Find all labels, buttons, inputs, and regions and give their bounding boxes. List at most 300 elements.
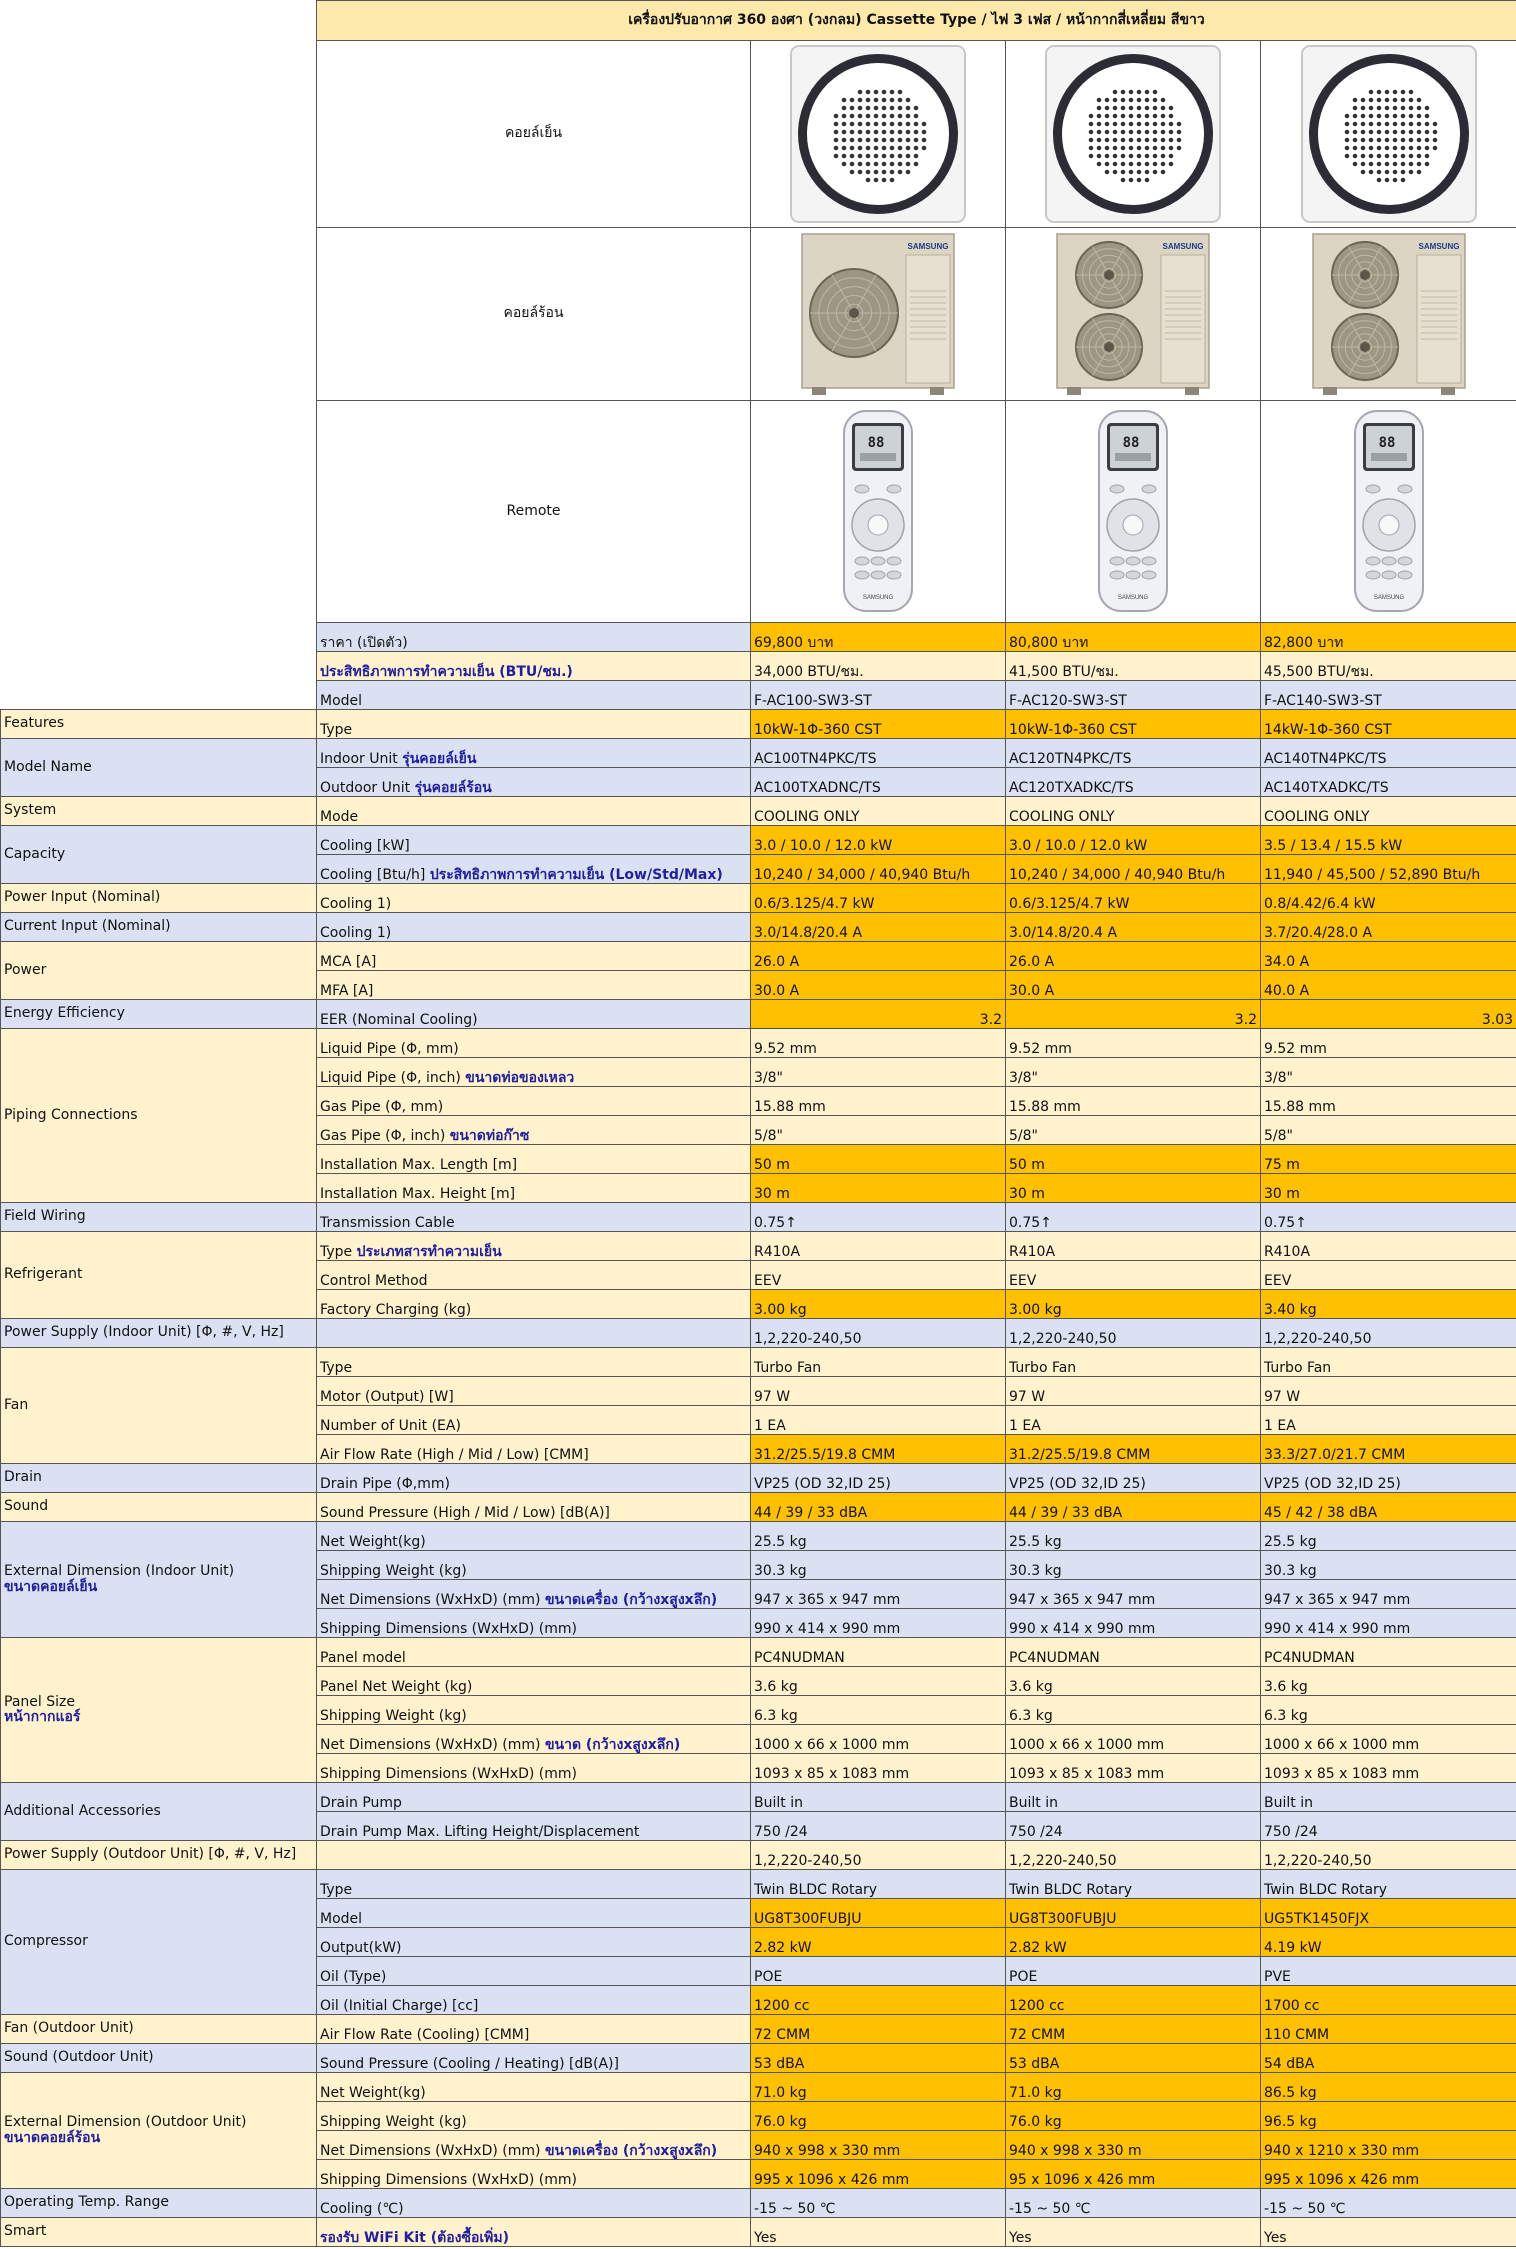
spec-value: COOLING ONLY [1261, 797, 1516, 826]
spec-category-label: Power Supply (Indoor Unit) [Φ, #, V, Hz] [4, 1324, 284, 1341]
spec-value: AC120TN4PKC/TS [1006, 739, 1261, 768]
spec-value: 1,2,220-240,50 [751, 1319, 1006, 1348]
spec-row [1, 826, 1516, 855]
spec-value: 3/8" [751, 1058, 1006, 1087]
remote-control-icon [836, 409, 920, 615]
spec-value: F-AC120-SW3-ST [1006, 681, 1261, 710]
spec-value: 30 m [1261, 1174, 1516, 1203]
spec-category [1, 1348, 317, 1464]
spec-value: 3.2 [751, 1000, 1006, 1029]
spec-label [317, 1464, 751, 1493]
spec-label [317, 1435, 751, 1464]
product-image-cell [751, 401, 1006, 623]
outdoor-unit-icon [1309, 231, 1469, 397]
spec-category [1, 1029, 317, 1203]
spec-value: Twin BLDC Rotary [1261, 1870, 1516, 1899]
spec-label-text: Air Flow Rate (Cooling) [CMM] [320, 2026, 530, 2043]
spec-label-text: Net Weight(kg) [320, 1533, 426, 1550]
spec-value: 69,800 บาท [751, 623, 1006, 652]
spec-value: 86.5 kg [1261, 2073, 1516, 2102]
spec-category [1, 1638, 317, 1783]
spec-label [317, 1493, 751, 1522]
spec-label-thai: ขนาดท่อก๊าซ [449, 1127, 530, 1144]
svg-text:SAMSUNG: SAMSUNG [862, 594, 894, 601]
spec-row [1, 1522, 1516, 1551]
spec-value: COOLING ONLY [1006, 797, 1261, 826]
spec-row [1, 1348, 1516, 1377]
spec-value: 9.52 mm [1006, 1029, 1261, 1058]
spec-row [1, 710, 1516, 739]
spec-category-label: System [4, 802, 57, 819]
spec-label-thai: รุ่นคอยล์ร้อน [414, 779, 492, 796]
spec-label-text: Model [320, 1910, 363, 1927]
spec-value: UG8T300FUBJU [751, 1899, 1006, 1928]
spec-label-text: Control Method [320, 1272, 428, 1289]
spec-row [1, 2073, 1516, 2102]
spec-value: EEV [751, 1261, 1006, 1290]
svg-text:88: 88 [1378, 434, 1395, 451]
spec-label [317, 1580, 751, 1609]
spec-category [1, 2044, 317, 2073]
spec-value: 80,800 บาท [1006, 623, 1261, 652]
spec-row [1, 884, 1516, 913]
spec-label [317, 1609, 751, 1638]
spec-value: 10kW-1Φ-360 CST [1006, 710, 1261, 739]
spec-row [1, 2218, 1516, 2247]
spec-label-thai: ประสิทธิภาพการทำความเย็น (BTU/ชม.) [320, 663, 573, 680]
spec-value: 10,240 / 34,000 / 40,940 Btu/h [1006, 855, 1261, 884]
spec-value: 1093 x 85 x 1083 mm [751, 1754, 1006, 1783]
spec-label [317, 797, 751, 826]
spec-value: 3/8" [1006, 1058, 1261, 1087]
spec-label-text: Liquid Pipe (Φ, mm) [320, 1040, 459, 1057]
spec-label [317, 1870, 751, 1899]
spec-label [317, 913, 751, 942]
spec-row [1, 913, 1516, 942]
spec-label-thai: ขนาด (กว้างxสูงxลึก) [544, 1736, 681, 1753]
spec-category-label: External Dimension (Outdoor Unit) [4, 2114, 247, 2131]
spec-value: 72 CMM [751, 2015, 1006, 2044]
spec-label-text: Drain Pipe (Φ,mm) [320, 1475, 450, 1492]
spec-value: 2.82 kW [751, 1928, 1006, 1957]
spec-value: 45,500 BTU/ชม. [1261, 652, 1516, 681]
spec-value: 3/8" [1261, 1058, 1516, 1087]
spec-value: 40.0 A [1261, 971, 1516, 1000]
spec-row [1, 2015, 1516, 2044]
spec-value: 31.2/25.5/19.8 CMM [751, 1435, 1006, 1464]
spec-category [1, 1522, 317, 1638]
spec-label [317, 2015, 751, 2044]
spec-category-label: Piping Connections [4, 1106, 138, 1123]
spec-category [1, 1783, 317, 1841]
spec-label-text: Type [320, 721, 353, 738]
spec-category [1, 1841, 317, 1870]
spec-label [317, 1986, 751, 2015]
spec-label [317, 1319, 751, 1348]
spec-value: EEV [1006, 1261, 1261, 1290]
spec-value: 3.0 / 10.0 / 12.0 kW [1006, 826, 1261, 855]
spec-category-label: Power Supply (Outdoor Unit) [Φ, #, V, Hz] [4, 1846, 297, 1863]
indoor-cassette-icon [789, 44, 967, 224]
spec-value: 3.6 kg [751, 1667, 1006, 1696]
spec-value: 33.3/27.0/21.7 CMM [1261, 1435, 1516, 1464]
spec-label-text: Panel model [320, 1649, 406, 1666]
spec-category [1, 710, 317, 739]
spec-value: 15.88 mm [1006, 1087, 1261, 1116]
spec-value: 41,500 BTU/ชม. [1006, 652, 1261, 681]
spec-value: 97 W [751, 1377, 1006, 1406]
spec-row [1, 681, 1516, 710]
spec-value: 750 /24 [1261, 1812, 1516, 1841]
spec-row [1, 797, 1516, 826]
spec-label [317, 1667, 751, 1696]
svg-text:SAMSUNG: SAMSUNG [1117, 594, 1149, 601]
spec-category-label: Refrigerant [4, 1266, 83, 1283]
blank-cell [1, 401, 317, 623]
spec-value: 1,2,220-240,50 [1261, 1841, 1516, 1870]
spec-label-text: Net Dimensions (WxHxD) (mm) [320, 1591, 545, 1608]
spec-category [1, 942, 317, 1000]
spec-category-thai: หน้ากากแอร์ [4, 1709, 81, 1725]
spec-value: 3.40 kg [1261, 1290, 1516, 1319]
spec-category [1, 1319, 317, 1348]
spec-value: 6.3 kg [1006, 1696, 1261, 1725]
spec-value: 25.5 kg [1261, 1522, 1516, 1551]
spec-value: 1 EA [1261, 1406, 1516, 1435]
spec-value: 71.0 kg [751, 2073, 1006, 2102]
spec-value: 3.00 kg [751, 1290, 1006, 1319]
spec-category-label: Field Wiring [4, 1208, 86, 1225]
spec-value: Built in [1006, 1783, 1261, 1812]
spec-label [317, 2073, 751, 2102]
spec-row [1, 2044, 1516, 2073]
spec-label-text: Net Dimensions (WxHxD) (mm) [320, 1736, 545, 1753]
spec-value: 1700 cc [1261, 1986, 1516, 2015]
spec-value: 25.5 kg [751, 1522, 1006, 1551]
spec-value: F-AC140-SW3-ST [1261, 681, 1516, 710]
spec-value: 34,000 BTU/ชม. [751, 652, 1006, 681]
image-row-label: คอยล์ร้อน [317, 228, 751, 401]
spec-label-text: Gas Pipe (Φ, mm) [320, 1098, 444, 1115]
spec-label-text: Drain Pump [320, 1794, 402, 1811]
spec-category [1, 2189, 317, 2218]
spec-label [317, 768, 751, 797]
spec-label [317, 1290, 751, 1319]
spec-category [1, 1000, 317, 1029]
spec-label [317, 1377, 751, 1406]
spec-row [1, 942, 1516, 971]
spec-value: 947 x 365 x 947 mm [1006, 1580, 1261, 1609]
spec-value: PVE [1261, 1957, 1516, 1986]
spec-label-text: Gas Pipe (Φ, inch) [320, 1127, 450, 1144]
image-row-label: คอยล์เย็น [317, 41, 751, 228]
spec-value: F-AC100-SW3-ST [751, 681, 1006, 710]
spec-category [1, 2015, 317, 2044]
spec-value: 9.52 mm [751, 1029, 1006, 1058]
spec-label [317, 1174, 751, 1203]
image-row-label: Remote [317, 401, 751, 623]
spec-label-text: Air Flow Rate (High / Mid / Low) [CMM] [320, 1446, 589, 1463]
spec-label-text: Oil (Type) [320, 1968, 387, 1985]
spec-label-text: Shipping Weight (kg) [320, 2113, 467, 2130]
outdoor-unit-icon [1053, 231, 1213, 397]
product-image-cell [1006, 228, 1261, 401]
spec-value: R410A [1006, 1232, 1261, 1261]
spec-value: 990 x 414 x 990 mm [751, 1609, 1006, 1638]
spec-label-text: Installation Max. Length [m] [320, 1156, 518, 1173]
spec-value: 1000 x 66 x 1000 mm [751, 1725, 1006, 1754]
spec-value: 750 /24 [751, 1812, 1006, 1841]
spec-label [317, 855, 751, 884]
spec-row [1, 1638, 1516, 1667]
spec-value: AC140TN4PKC/TS [1261, 739, 1516, 768]
spec-value: PC4NUDMAN [1261, 1638, 1516, 1667]
spec-row [1, 1000, 1516, 1029]
spec-value: 940 x 998 x 330 mm [751, 2131, 1006, 2160]
spec-label [317, 1696, 751, 1725]
spec-label-text: Drain Pump Max. Lifting Height/Displacement [320, 1823, 640, 1840]
spec-label [317, 826, 751, 855]
spec-value: R410A [751, 1232, 1006, 1261]
spec-value: 53 dBA [1006, 2044, 1261, 2073]
spec-value: 30.0 A [751, 971, 1006, 1000]
spec-label [317, 739, 751, 768]
spec-value: 3.0 / 10.0 / 12.0 kW [751, 826, 1006, 855]
spec-label-text: Liquid Pipe (Φ, inch) [320, 1069, 466, 1086]
spec-value: PC4NUDMAN [751, 1638, 1006, 1667]
spec-value: Turbo Fan [751, 1348, 1006, 1377]
spec-value: 1 EA [1006, 1406, 1261, 1435]
spec-category-label: Model Name [4, 758, 92, 775]
image-row [1, 401, 1516, 623]
spec-row [1, 1870, 1516, 1899]
spec-value: 10kW-1Φ-360 CST [751, 710, 1006, 739]
spec-category-label: Fan [4, 1396, 29, 1413]
spec-label-text: Shipping Dimensions (WxHxD) (mm) [320, 1620, 577, 1637]
spec-value: 947 x 365 x 947 mm [751, 1580, 1006, 1609]
spec-label-thai: ขนาดท่อของเหลว [465, 1069, 575, 1086]
spec-value: 72 CMM [1006, 2015, 1261, 2044]
spec-value: 5/8" [1006, 1116, 1261, 1145]
spec-label [317, 1957, 751, 1986]
spec-value: AC100TXADNC/TS [751, 768, 1006, 797]
svg-text:SAMSUNG: SAMSUNG [1418, 242, 1459, 251]
spec-label [317, 1348, 751, 1377]
spec-label-text: Sound Pressure (High / Mid / Low) [dB(A)] [320, 1504, 610, 1521]
spec-category-label: Energy Efficiency [4, 1005, 125, 1022]
svg-text:SAMSUNG: SAMSUNG [1162, 242, 1204, 251]
spec-value: 6.3 kg [1261, 1696, 1516, 1725]
spec-category-label: Sound [4, 1498, 49, 1515]
spec-label [317, 1000, 751, 1029]
spec-value: 4.19 kW [1261, 1928, 1516, 1957]
spec-label [317, 1551, 751, 1580]
spec-value: 0.8/4.42/6.4 kW [1261, 884, 1516, 913]
spec-value: 44 / 39 / 33 dBA [1006, 1493, 1261, 1522]
spec-value: 53 dBA [751, 2044, 1006, 2073]
spec-value: 1,2,220-240,50 [1261, 1319, 1516, 1348]
spec-value: 3.2 [1006, 1000, 1261, 1029]
product-image-cell [1006, 401, 1261, 623]
product-image-cell [1261, 401, 1516, 623]
spec-label-thai: รุ่นคอยล์เย็น [402, 750, 477, 767]
spec-category-label: External Dimension (Indoor Unit) [4, 1563, 235, 1580]
spec-label-text: Shipping Dimensions (WxHxD) (mm) [320, 2171, 577, 2188]
spec-value: 30.3 kg [1006, 1551, 1261, 1580]
product-image-cell [751, 41, 1006, 228]
spec-value: 11,940 / 45,500 / 52,890 Btu/h [1261, 855, 1516, 884]
spec-label [317, 1638, 751, 1667]
spec-category [1, 1870, 317, 2015]
page-title: เครื่องปรับอากาศ 360 องศา (วงกลม) Cassette Type / ไฟ 3 เฟส / หน้ากากสี่เหลี่ยม สีขาว [317, 1, 1516, 41]
spec-value: 750 /24 [1006, 1812, 1261, 1841]
spec-value: 71.0 kg [1006, 2073, 1261, 2102]
spec-value: 940 x 1210 x 330 mm [1261, 2131, 1516, 2160]
spec-value: 3.7/20.4/28.0 A [1261, 913, 1516, 942]
spec-value: 2.82 kW [1006, 1928, 1261, 1957]
spec-value: 5/8" [1261, 1116, 1516, 1145]
spec-value: 75 m [1261, 1145, 1516, 1174]
spec-value: 1 EA [751, 1406, 1006, 1435]
spec-value: 3.6 kg [1006, 1667, 1261, 1696]
spec-label-text: Mode [320, 808, 359, 825]
spec-value: 1200 cc [751, 1986, 1006, 2015]
spec-category [1, 884, 317, 913]
spec-value: 25.5 kg [1006, 1522, 1261, 1551]
spec-label-text: Cooling [kW] [320, 837, 410, 854]
spec-value: 1,2,220-240,50 [1006, 1841, 1261, 1870]
spec-label [317, 1928, 751, 1957]
spec-row [1, 2189, 1516, 2218]
spec-label [317, 2044, 751, 2073]
spec-label [317, 2131, 751, 2160]
blank-cell [1, 1, 317, 41]
spec-label [317, 681, 751, 710]
spec-label [317, 1029, 751, 1058]
spec-row [1, 1029, 1516, 1058]
spec-label-text: EER (Nominal Cooling) [320, 1011, 478, 1028]
spec-label [317, 652, 751, 681]
spec-value: 97 W [1006, 1377, 1261, 1406]
spec-label-text: Installation Max. Height [m] [320, 1185, 516, 1202]
spec-value: 15.88 mm [1261, 1087, 1516, 1116]
spec-label [317, 1783, 751, 1812]
spec-value: 9.52 mm [1261, 1029, 1516, 1058]
spec-value: R410A [1261, 1232, 1516, 1261]
spec-row [1, 1464, 1516, 1493]
spec-value: 995 x 1096 x 426 mm [1261, 2160, 1516, 2189]
spec-row [1, 1493, 1516, 1522]
svg-text:88: 88 [1122, 434, 1140, 451]
spec-value: UG5TK1450FJX [1261, 1899, 1516, 1928]
spec-label-text: Shipping Weight (kg) [320, 1562, 467, 1579]
spec-value: AC100TN4PKC/TS [751, 739, 1006, 768]
spec-label [317, 1261, 751, 1290]
spec-label-text: Type [320, 1881, 353, 1898]
spec-label [317, 2102, 751, 2131]
spec-value: 10,240 / 34,000 / 40,940 Btu/h [751, 855, 1006, 884]
spec-label-text: Shipping Weight (kg) [320, 1707, 467, 1724]
spec-value: 15.88 mm [751, 1087, 1006, 1116]
spec-value: 82,800 บาท [1261, 623, 1516, 652]
spec-value: 5/8" [751, 1116, 1006, 1145]
spec-category-thai: ขนาดคอยล์เย็น [4, 1578, 98, 1595]
spec-category-label: Power Input (Nominal) [4, 889, 161, 906]
spec-value: 1093 x 85 x 1083 mm [1006, 1754, 1261, 1783]
spec-value: POE [1006, 1957, 1261, 1986]
spec-label-text: Panel Net Weight (kg) [320, 1678, 473, 1695]
spec-value: Yes [1261, 2218, 1516, 2247]
spec-value: 50 m [751, 1145, 1006, 1174]
spec-label [317, 1087, 751, 1116]
spec-label-text: Type [320, 1359, 353, 1376]
spec-value: 1200 cc [1006, 1986, 1261, 2015]
spec-value: 3.03 [1261, 1000, 1516, 1029]
spec-value: 26.0 A [751, 942, 1006, 971]
spec-label-thai: รองรับ WiFi Kit (ต้องซื้อเพิ่ม) [320, 2229, 510, 2246]
spec-value: -15 ~ 50 ℃ [751, 2189, 1006, 2218]
blank-cell [1, 623, 317, 652]
spec-value: Twin BLDC Rotary [1006, 1870, 1261, 1899]
spec-category-label: Panel Size [4, 1693, 75, 1710]
blank-cell [1, 652, 317, 681]
spec-value: 95 x 1096 x 426 mm [1006, 2160, 1261, 2189]
spec-label [317, 1145, 751, 1174]
blank-cell [1, 41, 317, 228]
spec-category-label: Current Input (Nominal) [4, 918, 171, 935]
spec-row [1, 652, 1516, 681]
image-row [1, 41, 1516, 228]
spec-value: VP25 (OD 32,ID 25) [1261, 1464, 1516, 1493]
spec-label [317, 2160, 751, 2189]
spec-value: 30 m [751, 1174, 1006, 1203]
spec-label [317, 1058, 751, 1087]
spec-value: VP25 (OD 32,ID 25) [751, 1464, 1006, 1493]
spec-label-text: Outdoor Unit [320, 779, 415, 796]
spec-category [1, 2218, 317, 2247]
spec-category [1, 1464, 317, 1493]
spec-label-text: MFA [A] [320, 982, 374, 999]
title-row [1, 1, 1516, 41]
spec-label-text: Type [320, 1243, 357, 1260]
spec-value: AC140TXADKC/TS [1261, 768, 1516, 797]
spec-category [1, 1493, 317, 1522]
spec-row [1, 1841, 1516, 1870]
spec-label-text: Oil (Initial Charge) [cc] [320, 1997, 479, 2014]
spec-category-label: Features [4, 715, 65, 732]
spec-label-text: Number of Unit (EA) [320, 1417, 461, 1434]
spec-label [317, 623, 751, 652]
spec-category-label: Operating Temp. Range [4, 2194, 170, 2211]
svg-text:88: 88 [867, 434, 885, 451]
spec-label-text: Indoor Unit [320, 750, 403, 767]
spec-category [1, 2073, 317, 2189]
spec-label-text: Model [320, 692, 363, 709]
spec-row [1, 623, 1516, 652]
spec-category [1, 1203, 317, 1232]
spec-label [317, 2189, 751, 2218]
spec-label-thai: ขนาดเครื่อง (กว้างxสูงxลึก) [544, 2142, 718, 2159]
spec-label-thai: ประสิทธิภาพการทำความเย็น (Low/Std/Max) [429, 866, 723, 883]
spec-value: 1,2,220-240,50 [751, 1841, 1006, 1870]
spec-category [1, 797, 317, 826]
spec-label-text: Shipping Dimensions (WxHxD) (mm) [320, 1765, 577, 1782]
spec-label-text: Motor (Output) [W] [320, 1388, 454, 1405]
spec-row [1, 739, 1516, 768]
spec-value: 30.0 A [1006, 971, 1261, 1000]
spec-category-label: Drain [4, 1469, 42, 1486]
spec-value: 0.75↑ [1261, 1203, 1516, 1232]
